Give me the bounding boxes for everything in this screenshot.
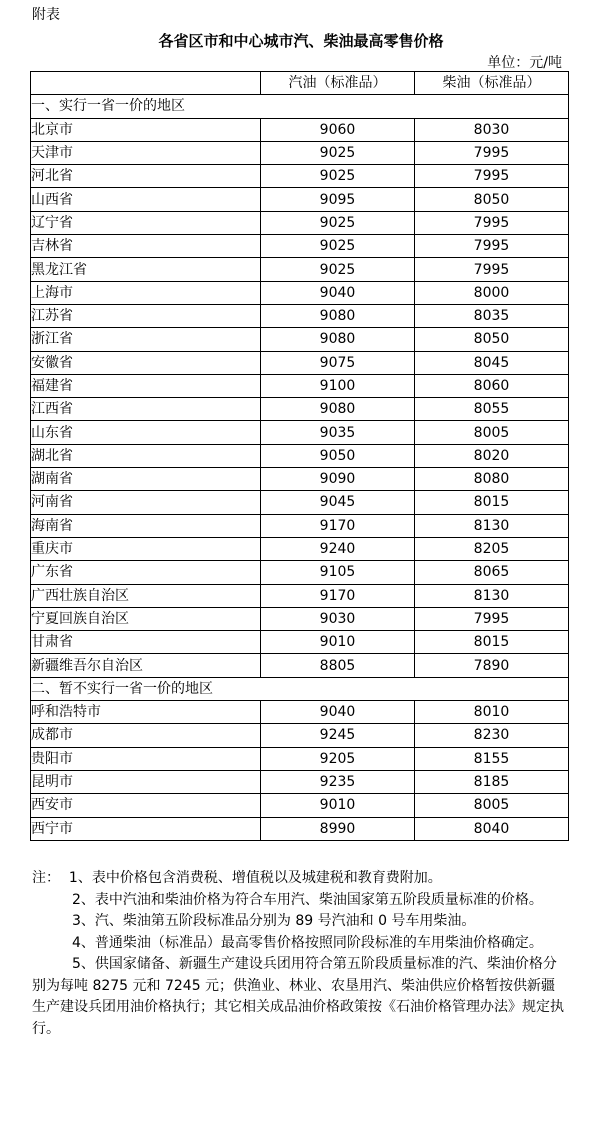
page-label: 附表 (32, 7, 60, 23)
region-cell: 浙江省 (31, 328, 261, 351)
diesel-price-cell: 8015 (415, 631, 569, 654)
table-row (31, 770, 569, 793)
table-row (31, 491, 569, 514)
price-table (30, 71, 569, 841)
gasoline-price-cell: 9045 (261, 491, 415, 514)
table-row (31, 584, 569, 607)
diesel-price-cell: 8230 (415, 724, 569, 747)
table-row (31, 281, 569, 304)
diesel-price-cell: 7995 (415, 211, 569, 234)
region-cell: 西宁市 (31, 817, 261, 840)
region-cell: 西安市 (31, 794, 261, 817)
region-cell: 贵阳市 (31, 747, 261, 770)
region-cell: 海南省 (31, 514, 261, 537)
table-row (31, 794, 569, 817)
table-row (31, 514, 569, 537)
diesel-price-cell: 8000 (415, 281, 569, 304)
gasoline-price-cell: 9010 (261, 794, 415, 817)
gasoline-price-cell: 9030 (261, 607, 415, 630)
gasoline-price-cell: 9060 (261, 118, 415, 141)
diesel-price-cell: 7995 (415, 235, 569, 258)
table-header-row (31, 72, 569, 95)
diesel-price-cell: 8035 (415, 304, 569, 327)
diesel-price-cell: 8010 (415, 701, 569, 724)
diesel-price-cell: 8050 (415, 328, 569, 351)
gasoline-price-cell: 9090 (261, 468, 415, 491)
gasoline-price-cell: 9035 (261, 421, 415, 444)
region-cell: 北京市 (31, 118, 261, 141)
section-title: 一、实行一省一价的地区 (31, 95, 569, 118)
notes (32, 868, 564, 1040)
region-cell: 江西省 (31, 398, 261, 421)
table-row (31, 211, 569, 234)
diesel-price-cell: 8040 (415, 817, 569, 840)
note-item: 4、普通柴油（标准品）最高零售价格按照同阶段标准的车用柴油价格确定。 (72, 934, 543, 951)
diesel-price-cell: 8130 (415, 514, 569, 537)
table-row (31, 165, 569, 188)
table-row (31, 631, 569, 654)
page-title: 各省区市和中心城市汽、柴油最高零售价格 (158, 32, 444, 50)
table-row (31, 607, 569, 630)
table-row (31, 654, 569, 677)
diesel-price-cell: 8080 (415, 468, 569, 491)
gasoline-price-cell: 9245 (261, 724, 415, 747)
unit-label: 单位：元/吨 (487, 55, 562, 71)
diesel-price-cell: 8005 (415, 794, 569, 817)
region-cell: 安徽省 (31, 351, 261, 374)
table-row (31, 351, 569, 374)
diesel-price-cell: 8130 (415, 584, 569, 607)
region-cell: 辽宁省 (31, 211, 261, 234)
note-item: 3、汽、柴油第五阶段标准品分别为 89 号汽油和 0 号车用柴油。 (72, 913, 476, 929)
gasoline-price-cell: 9095 (261, 188, 415, 211)
diesel-price-cell: 7995 (415, 258, 569, 281)
table-row (31, 188, 569, 211)
diesel-price-cell: 8185 (415, 770, 569, 793)
region-cell: 上海市 (31, 281, 261, 304)
gasoline-price-cell: 8990 (261, 817, 415, 840)
diesel-price-cell: 8205 (415, 537, 569, 560)
table-row (31, 421, 569, 444)
table-row (31, 747, 569, 770)
gasoline-price-cell: 9025 (261, 235, 415, 258)
region-cell: 江苏省 (31, 304, 261, 327)
gasoline-price-cell: 9040 (261, 701, 415, 724)
diesel-price-cell: 8065 (415, 561, 569, 584)
gasoline-price-cell: 9100 (261, 374, 415, 397)
table-row (31, 444, 569, 467)
gasoline-price-cell: 9025 (261, 141, 415, 164)
region-cell: 福建省 (31, 374, 261, 397)
table-row (31, 398, 569, 421)
region-cell: 昆明市 (31, 770, 261, 793)
region-cell: 广西壮族自治区 (31, 584, 261, 607)
diesel-price-cell: 8015 (415, 491, 569, 514)
price-table-body (31, 72, 569, 841)
gasoline-price-cell: 9075 (261, 351, 415, 374)
region-cell: 新疆维吾尔自治区 (31, 654, 261, 677)
gasoline-price-cell: 9040 (261, 281, 415, 304)
gasoline-price-cell: 9010 (261, 631, 415, 654)
section-row (31, 677, 569, 700)
diesel-price-cell: 8055 (415, 398, 569, 421)
gasoline-price-cell: 9170 (261, 514, 415, 537)
table-row (31, 304, 569, 327)
region-cell: 重庆市 (31, 537, 261, 560)
section-title: 二、暂不实行一省一价的地区 (31, 677, 569, 700)
gasoline-price-cell: 9205 (261, 747, 415, 770)
diesel-price-cell: 8030 (415, 118, 569, 141)
gasoline-price-cell: 9240 (261, 537, 415, 560)
column-header-region (31, 72, 261, 95)
table-row (31, 561, 569, 584)
column-header-gasoline: 汽油（标准品） (261, 72, 415, 95)
gasoline-price-cell: 9170 (261, 584, 415, 607)
region-cell: 天津市 (31, 141, 261, 164)
gasoline-price-cell: 9105 (261, 561, 415, 584)
gasoline-price-cell: 9080 (261, 398, 415, 421)
region-cell: 甘肃省 (31, 631, 261, 654)
table-row (31, 328, 569, 351)
diesel-price-cell: 7890 (415, 654, 569, 677)
table-row (31, 701, 569, 724)
table-row (31, 537, 569, 560)
note-text: 1、表中价格包含消费税、增值税以及城建税和教育费附加。 (68, 870, 442, 886)
diesel-price-cell: 8050 (415, 188, 569, 211)
table-row (31, 817, 569, 840)
region-cell: 山东省 (31, 421, 261, 444)
region-cell: 黑龙江省 (31, 258, 261, 281)
region-cell: 成都市 (31, 724, 261, 747)
table-row (31, 258, 569, 281)
region-cell: 湖南省 (31, 468, 261, 491)
gasoline-price-cell: 9235 (261, 770, 415, 793)
region-cell: 湖北省 (31, 444, 261, 467)
notes-prefix: 注： (32, 870, 60, 886)
note-item: 5、供国家储备、新疆生产建设兵团用符合第五阶段质量标准的汽、柴油价格分别为每吨 8275 元和 7245 元；供渔业、林业、农垦用汽、柴油供应价格暂按供新疆生产建设兵团用油价格执行；其它相关成品油价格政策按《石油价格管理办法》规定执行。 (32, 956, 564, 1037)
table-row (31, 374, 569, 397)
table-row (31, 468, 569, 491)
diesel-price-cell: 7995 (415, 165, 569, 188)
diesel-price-cell: 8060 (415, 374, 569, 397)
gasoline-price-cell: 9080 (261, 328, 415, 351)
table-row (31, 724, 569, 747)
region-cell: 河南省 (31, 491, 261, 514)
gasoline-price-cell: 9025 (261, 165, 415, 188)
diesel-price-cell: 7995 (415, 141, 569, 164)
diesel-price-cell: 8020 (415, 444, 569, 467)
gasoline-price-cell: 9080 (261, 304, 415, 327)
region-cell: 宁夏回族自治区 (31, 607, 261, 630)
diesel-price-cell: 8005 (415, 421, 569, 444)
diesel-price-cell: 8045 (415, 351, 569, 374)
note-item (32, 868, 564, 890)
region-cell: 吉林省 (31, 235, 261, 258)
region-cell: 山西省 (31, 188, 261, 211)
section-row (31, 95, 569, 118)
diesel-price-cell: 8155 (415, 747, 569, 770)
diesel-price-cell: 7995 (415, 607, 569, 630)
gasoline-price-cell: 9025 (261, 258, 415, 281)
note-item: 2、表中汽油和柴油价格为符合车用汽、柴油国家第五阶段质量标准的价格。 (72, 891, 543, 908)
gasoline-price-cell: 9050 (261, 444, 415, 467)
region-cell: 河北省 (31, 165, 261, 188)
table-row (31, 235, 569, 258)
gasoline-price-cell: 9025 (261, 211, 415, 234)
column-header-diesel: 柴油（标准品） (415, 72, 569, 95)
gasoline-price-cell: 8805 (261, 654, 415, 677)
table-row (31, 141, 569, 164)
region-cell: 呼和浩特市 (31, 701, 261, 724)
table-row (31, 118, 569, 141)
region-cell: 广东省 (31, 561, 261, 584)
